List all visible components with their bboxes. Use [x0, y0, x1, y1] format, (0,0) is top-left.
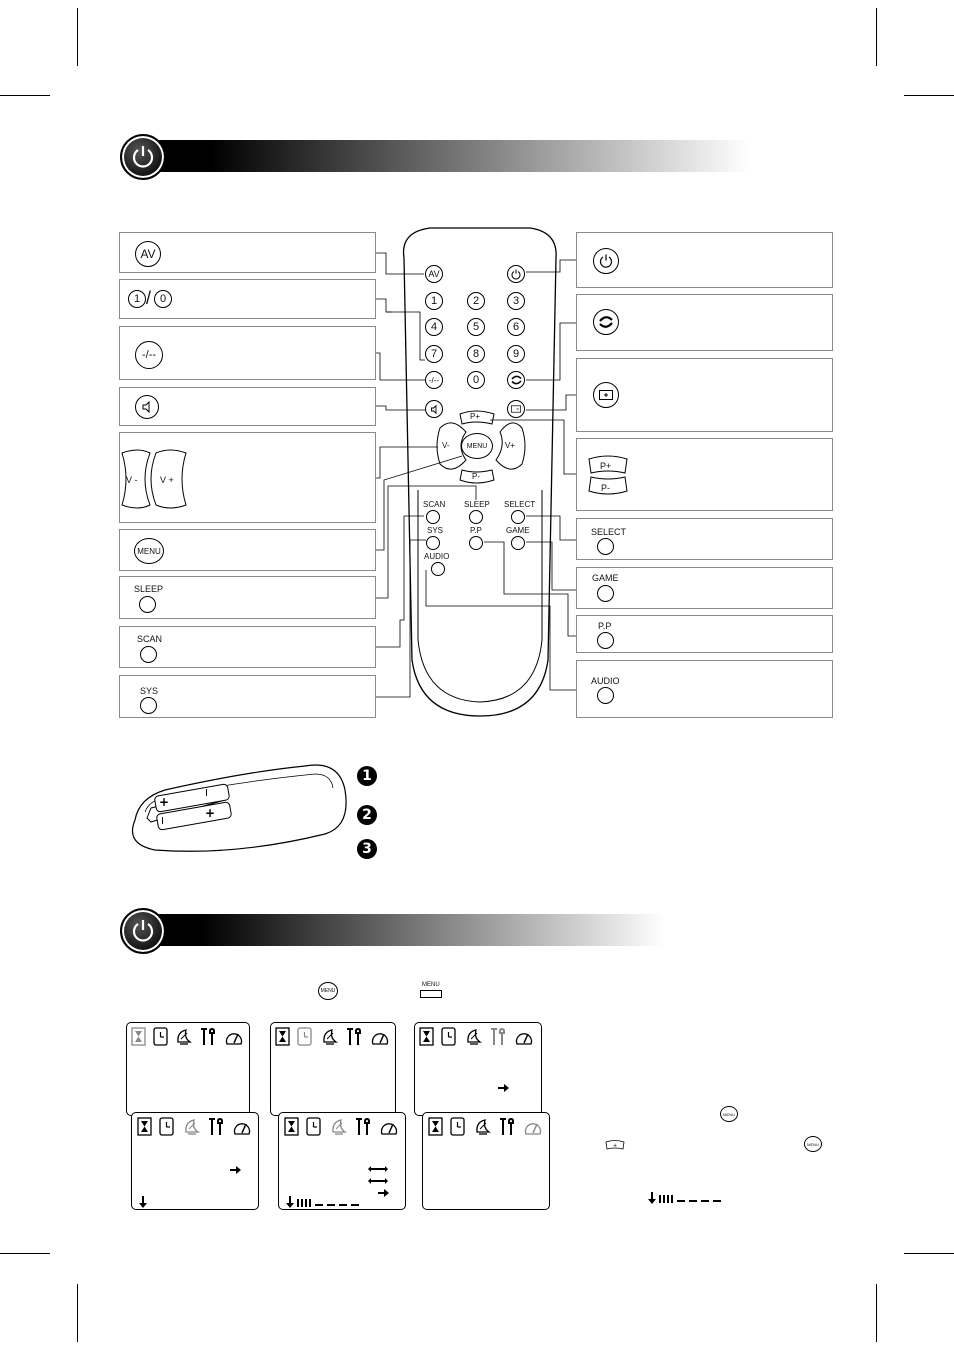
remote-digit-key: 7: [425, 345, 443, 363]
svg-text:I: I: [205, 788, 208, 799]
p-minus-text: P-: [601, 483, 610, 493]
svg-text:I: I: [161, 816, 164, 827]
remote-av-key: AV: [425, 265, 443, 283]
remote-menu-key: MENU: [461, 433, 493, 459]
remote-sleep-label: SLEEP: [464, 500, 490, 509]
remote-audio-label: AUDIO: [424, 552, 450, 561]
sys-text: SYS: [140, 686, 159, 696]
slash-text: /: [146, 288, 152, 308]
audio-text: AUDIO: [591, 676, 620, 686]
remote-digit-key: 1: [425, 292, 443, 310]
remote-sys-label: SYS: [427, 526, 444, 535]
remote-digit-key: 5: [467, 318, 485, 336]
av-key-icon: AV: [135, 241, 161, 267]
program-key-icon: [605, 1140, 625, 1150]
svg-text:+: +: [613, 1143, 618, 1149]
step-badge: 3: [357, 839, 377, 859]
p-plus-text: P+: [600, 461, 612, 471]
scan-text: SCAN: [137, 634, 163, 644]
remote-digit-key: 0: [467, 371, 485, 389]
pp-text: P.P: [598, 621, 612, 631]
sleep-text: SLEEP: [134, 584, 164, 594]
remote-v-minus-key: V-: [442, 441, 450, 450]
step-badge: 2: [357, 805, 377, 825]
v-minus-text: V -: [126, 475, 138, 485]
svg-text:+: +: [205, 806, 216, 820]
menu-key-icon: MENU: [134, 538, 164, 564]
remote-p-minus-key: P-: [472, 472, 480, 481]
remote-digit-key: 9: [507, 345, 525, 363]
remote-digit-key: 4: [425, 318, 443, 336]
remote-pp-label: P.P: [470, 526, 482, 535]
remote-digit-key: 2: [467, 292, 485, 310]
remote-scan-label: SCAN: [423, 500, 446, 509]
remote-game-label: GAME: [506, 526, 530, 535]
digit-zero-icon: 0: [154, 290, 172, 308]
svg-text:+: +: [159, 795, 170, 809]
remote-select-label: SELECT: [504, 500, 536, 509]
game-text: GAME: [592, 573, 619, 583]
menu-key-icon: MENU: [720, 1106, 738, 1122]
remote-digit-key: 3: [507, 292, 525, 310]
menu-key-icon: MENU: [804, 1136, 822, 1152]
inline-menu-key-icon: MENU: [318, 982, 338, 1000]
select-text: SELECT: [591, 527, 627, 537]
inline-menu-label: MENU: [422, 982, 440, 988]
remote-dash-key: -/--: [425, 371, 443, 389]
step-badge: 1: [357, 766, 377, 786]
remote-digit-key: 6: [507, 318, 525, 336]
dash-key-icon: -/--: [135, 341, 163, 369]
digit-one-icon: 1: [128, 290, 146, 308]
v-plus-text: V +: [160, 475, 174, 485]
remote-p-plus-key: P+: [470, 412, 481, 421]
remote-digit-key: 8: [467, 345, 485, 363]
remote-v-plus-key: V+: [505, 441, 516, 450]
